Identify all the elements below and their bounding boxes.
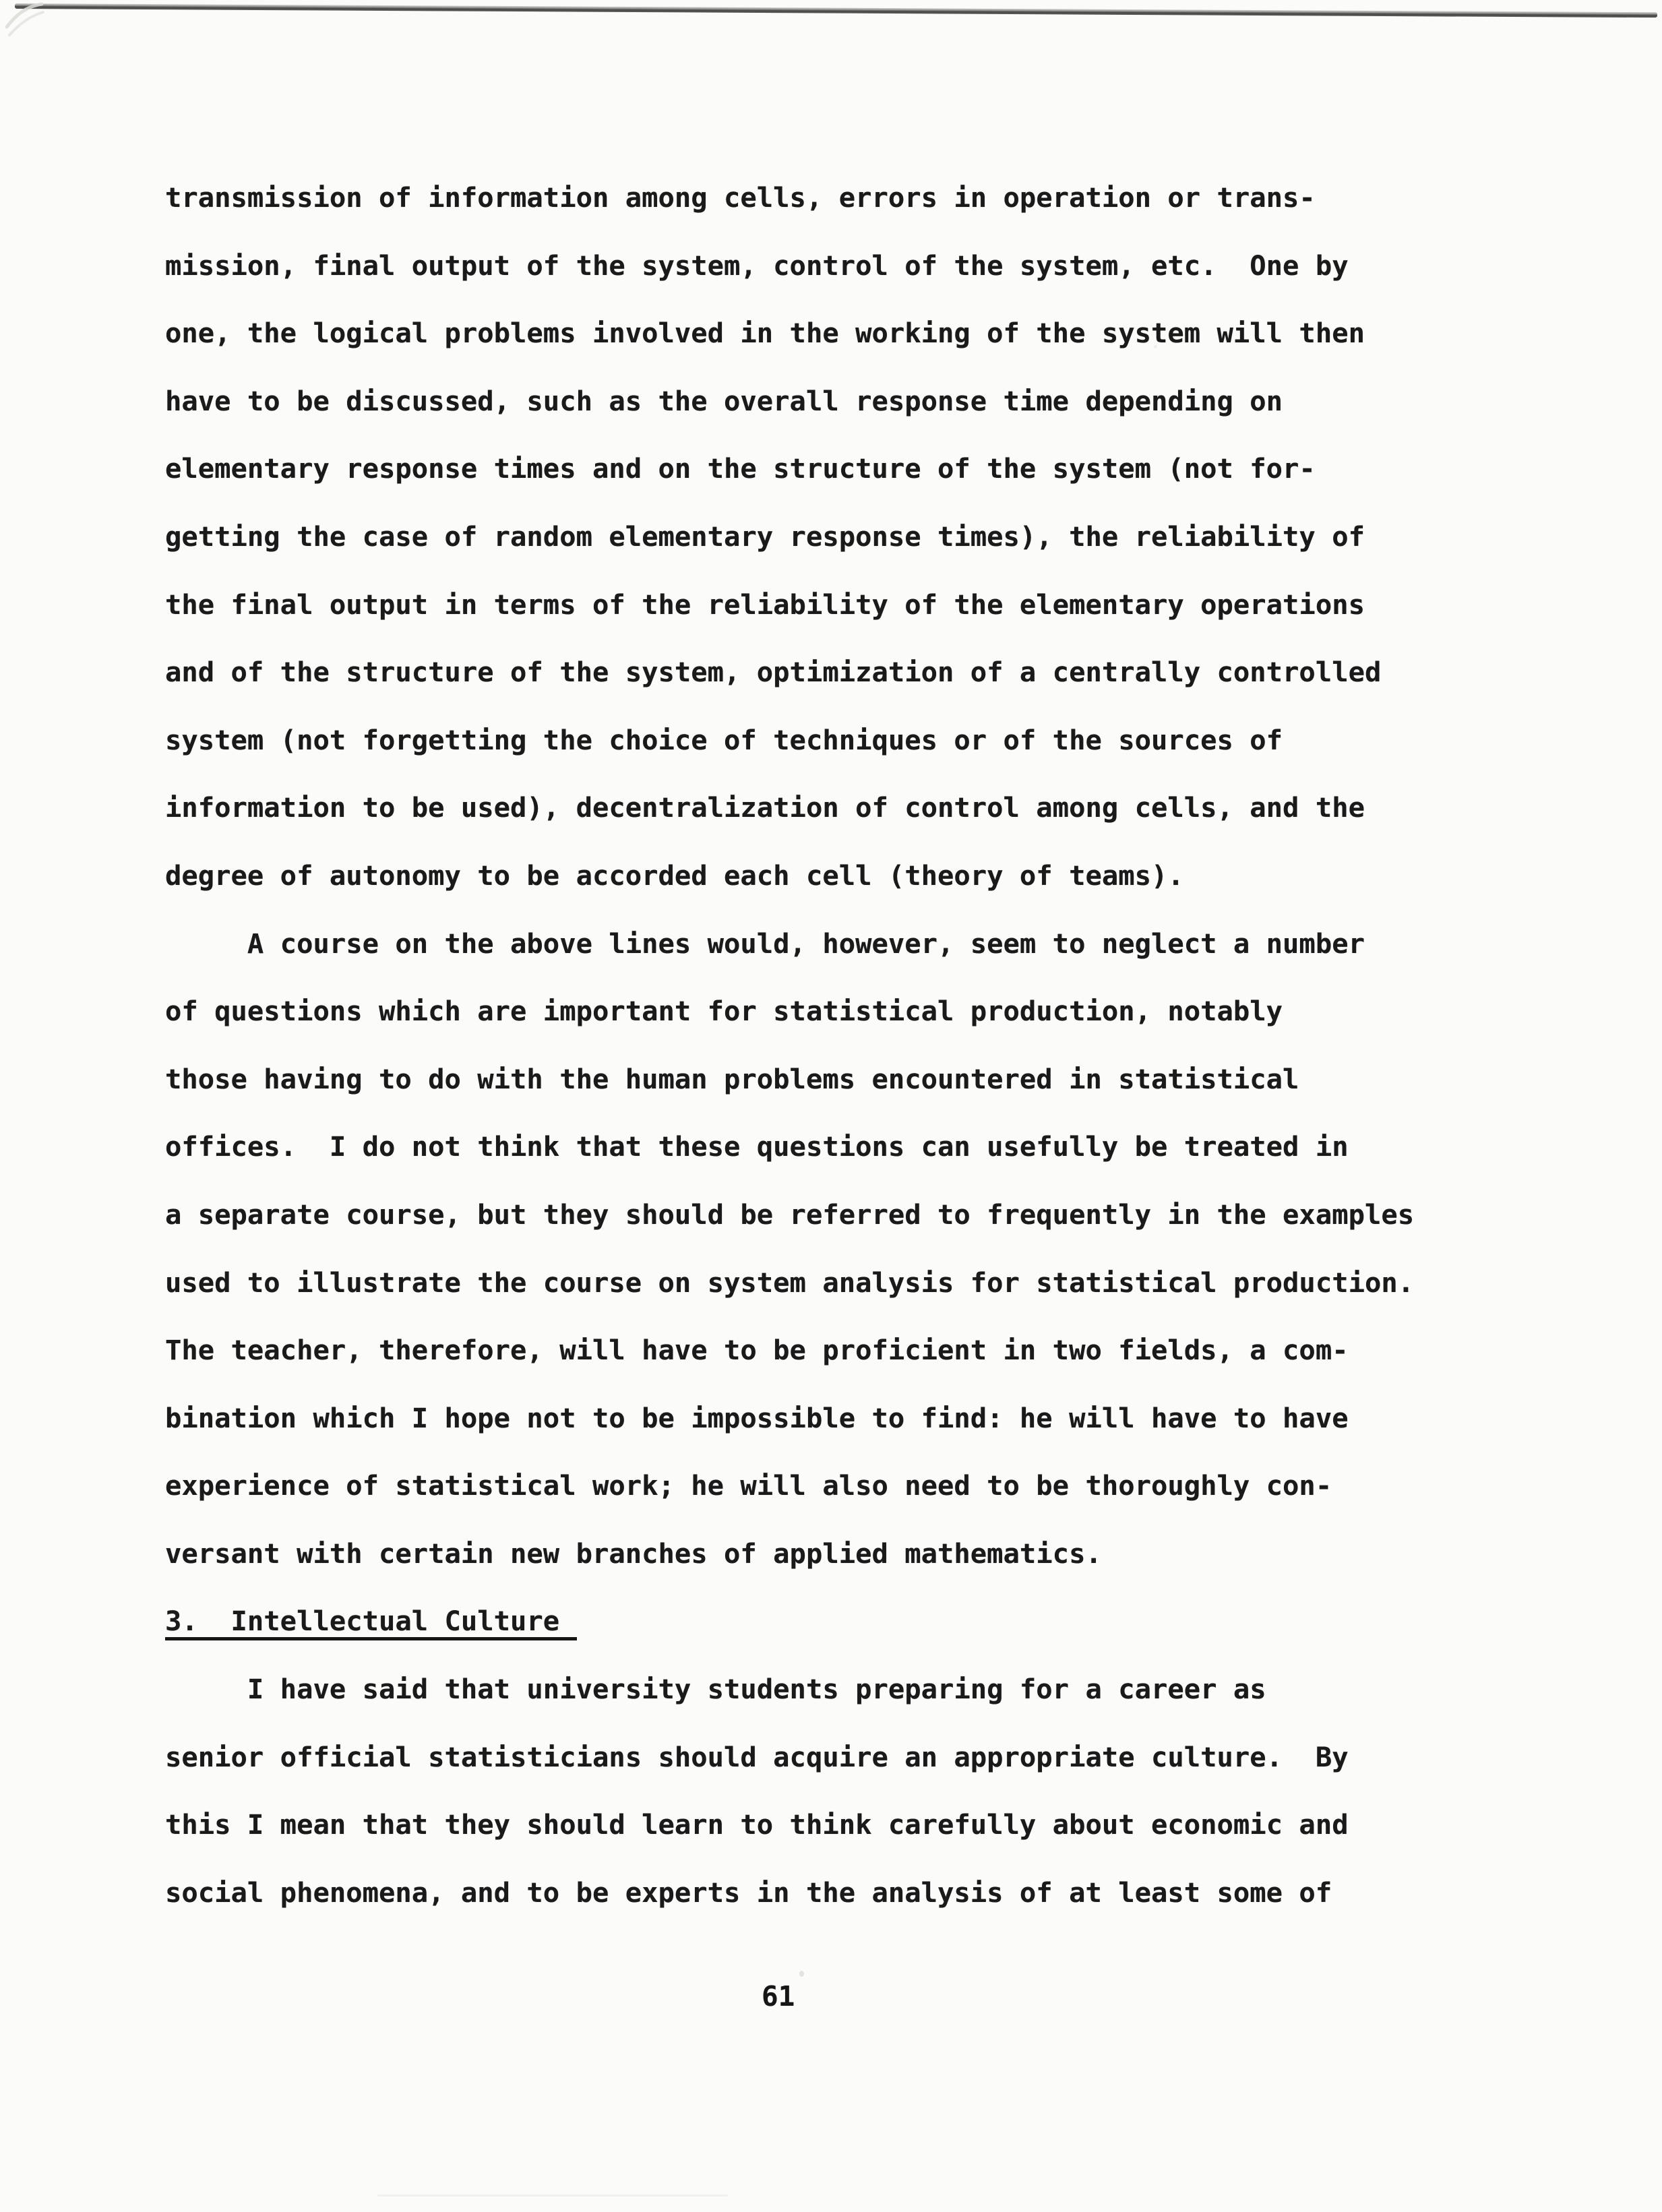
text-line: getting the case of random elementary response times), the reliability of [165, 520, 1365, 553]
text-line: have to be discussed, such as the overall response time depending on [165, 384, 1283, 417]
text-line: the final output in terms of the reliability of the elementary operations [165, 588, 1365, 621]
section-heading: 3. Intellectual Culture [165, 1607, 577, 1640]
scan-speck [799, 1971, 804, 1977]
text-line: this I mean that they should learn to think carefully about economic and [165, 1808, 1349, 1841]
text-line: I have said that university students preparing for a career as [165, 1673, 1266, 1706]
page-number: 61 [762, 1980, 795, 2013]
text-line: offices. I do not think that these questions can usefully be treated in [165, 1130, 1349, 1163]
text-line: system (not forgetting the choice of techniques or of the sources of [165, 723, 1283, 756]
text-line: and of the structure of the system, optimization of a centrally controlled [165, 656, 1382, 689]
text-line: bination which I hope not to be impossible to find: he will have to have [165, 1401, 1349, 1434]
text-line: experience of statistical work; he will also need to be thoroughly con- [165, 1469, 1332, 1502]
text-line: mission, final output of the system, control of the system, etc. One by [165, 249, 1349, 282]
text-line: information to be used), decentralization of control among cells, and the [165, 791, 1365, 824]
text-line: The teacher, therefore, will have to be proficient in two fields, a com- [165, 1334, 1349, 1367]
text-line: those having to do with the human problems encountered in statistical [165, 1062, 1299, 1095]
text-line: transmission of information among cells, errors in operation or trans- [165, 181, 1316, 214]
text-line: elementary response times and on the structure of the system (not for- [165, 452, 1316, 485]
scan-edge-line [15, 3, 1657, 18]
text-line: social phenomena, and to be experts in the analysis of at least some of [165, 1876, 1332, 1909]
text-line: one, the logical problems involved in the working of the system will then [165, 317, 1365, 350]
scan-speck [1154, 345, 1157, 348]
text-line: A course on the above lines would, however, seem to neglect a number [165, 927, 1365, 960]
text-line: a separate course, but they should be referred to frequently in the examples [165, 1198, 1415, 1231]
heading-line [165, 1587, 1513, 1655]
text-line: of questions which are important for statistical production, notably [165, 995, 1283, 1028]
text-line: used to illustrate the course on system analysis for statistical production. [165, 1266, 1415, 1299]
scan-streak [377, 2194, 728, 2196]
text-line: degree of autonomy to be accorded each cell (theory of teams). [165, 859, 1184, 892]
text-line: versant with certain new branches of applied mathematics. [165, 1537, 1102, 1570]
corner-scribble-mark [3, 0, 63, 40]
text-line: senior official statisticians should acquire an appropriate culture. By [165, 1740, 1349, 1773]
body-text [165, 164, 1513, 1926]
